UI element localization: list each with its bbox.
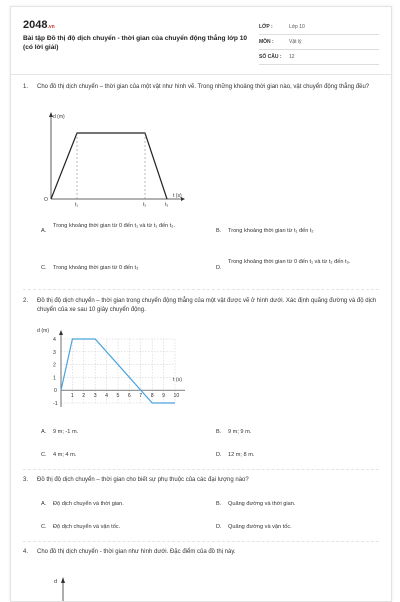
option-letter: D. <box>216 263 222 273</box>
question-text: Cho đồ thị dịch chuyển – thời gian của một vật như hình vẽ. Trong những khoảng thời gian nào, vật chuyển động thẳng đều? <box>37 83 377 92</box>
question-1 <box>23 83 379 103</box>
option-letter: A. <box>41 226 46 236</box>
q2-ylabel: d (m) <box>37 328 49 334</box>
option-letter: B. <box>216 427 221 437</box>
x-tick-label: 1 <box>71 393 74 399</box>
meta-key: LỚP : <box>259 24 289 30</box>
x-tick-label: 7 <box>139 393 142 399</box>
option-letter: B. <box>216 226 221 236</box>
meta-value: 12 <box>289 54 295 60</box>
meta-row-class <box>259 20 379 35</box>
question-number: 4. <box>23 548 28 557</box>
question-4 <box>23 548 379 558</box>
y-tick-label: 1 <box>53 375 56 381</box>
option-text: 4 m; 4 m. <box>53 450 188 460</box>
x-tick-label: 2 <box>82 393 85 399</box>
option-letter: A. <box>41 427 46 437</box>
question-number: 3. <box>23 476 28 485</box>
x-tick-label: 5 <box>117 393 120 399</box>
x-tick-label: 3 <box>94 393 97 399</box>
option-text: Trong khoảng thời gian từ t₁ đến t₂ <box>228 226 363 236</box>
site-logo[interactable] <box>23 19 55 31</box>
document-page <box>10 6 392 602</box>
option-text: Trong khoảng thời gian từ 0 đến t₁ và từ t₂ đến t₃. <box>228 257 363 267</box>
option-text: Quãng đường và thời gian. <box>228 499 363 509</box>
q2-xlabel: t (s) <box>173 377 182 383</box>
question-3 <box>23 476 379 486</box>
option-letter: D. <box>216 450 222 460</box>
option-letter: B. <box>216 499 221 509</box>
question-text: Đồ thị độ dịch chuyển – thời gian trong chuyển động thẳng của một vật được vẽ ở hình dưới. Xác định quãng đường và độ dịch chuyển của xe sau 10 giây chuyển động. <box>37 297 377 315</box>
question-number: 1. <box>23 83 28 92</box>
meta-value: Lớp 10 <box>289 24 305 30</box>
meta-row-count <box>259 50 379 65</box>
meta-key: SỐ CÂU : <box>259 54 289 60</box>
option-letter: D. <box>216 522 222 532</box>
q1-tick-t3: t₃ <box>165 202 168 208</box>
header-divider <box>11 74 391 75</box>
question-number: 2. <box>23 297 28 306</box>
question-text: Đồ thị độ dịch chuyển – thời gian cho biết sự phụ thuộc của các đại lượng nào? <box>37 476 377 485</box>
meta-value: Vật lý <box>289 39 302 45</box>
logo-suffix: .vn <box>47 24 54 30</box>
y-tick-label: 4 <box>53 337 56 343</box>
option-letter: C. <box>41 263 47 273</box>
q4-y-arrow <box>61 577 65 583</box>
y-tick-label: -1 <box>53 401 58 407</box>
x-tick-label: 8 <box>151 393 154 399</box>
option-text: 9 m; 9 m. <box>228 427 363 437</box>
q2-graph <box>35 325 195 410</box>
x-tick-label: 10 <box>174 393 180 399</box>
document-meta <box>259 20 379 65</box>
option-text: Quãng đường và vận tốc. <box>228 522 363 532</box>
x-tick-label: 4 <box>105 393 108 399</box>
option-text: 12 m; 8 m. <box>228 450 363 460</box>
option-letter: C. <box>41 450 47 460</box>
document-title: Bài tập Đồ thị độ dịch chuyển - thời gian của chuyển động thẳng lớp 10 (có lời giải) <box>23 34 253 52</box>
q2-origin: 0 <box>54 388 57 394</box>
q1-ylabel: d (m) <box>53 114 65 120</box>
meta-key: MÔN : <box>259 39 289 45</box>
question-separator <box>23 469 379 470</box>
option-text: Độ dịch chuyển và vận tốc. <box>53 522 188 532</box>
option-letter: A. <box>41 499 46 509</box>
option-text: Trong khoảng thời gian từ 0 đến t₁ và từ t₁ đến t₂. <box>53 221 188 231</box>
q4-graph <box>51 573 111 601</box>
q1-graph-line <box>51 133 167 199</box>
question-text: Cho đồ thị dịch chuyển - thời gian như hình dưới. Đặc điểm của đồ thị này. <box>37 548 377 557</box>
logo-main: 2048 <box>23 19 47 31</box>
q2-y-arrow <box>59 330 63 335</box>
q1-tick-t2: t₂ <box>143 202 146 208</box>
q1-origin: O <box>44 197 48 203</box>
option-letter: C. <box>41 522 47 532</box>
q2-yticks <box>53 337 58 407</box>
q4-ylabel: d <box>54 579 57 585</box>
y-tick-label: 3 <box>53 350 56 356</box>
x-tick-label: 9 <box>162 393 165 399</box>
q2-xticks <box>71 393 179 399</box>
q1-graph <box>39 109 189 209</box>
option-text: Trong khoảng thời gian từ 0 đến t₃ <box>53 263 188 273</box>
question-separator <box>23 289 379 290</box>
option-text: 9 m; -1 m. <box>53 427 188 437</box>
question-separator <box>23 541 379 542</box>
question-2 <box>23 297 379 317</box>
x-tick-label: 6 <box>128 393 131 399</box>
option-text: Độ dịch chuyển và thời gian. <box>53 499 188 509</box>
meta-row-subject <box>259 35 379 50</box>
q1-xlabel: t (s) <box>173 193 182 199</box>
q1-tick-t1: t₁ <box>75 202 78 208</box>
y-tick-label: 2 <box>53 363 56 369</box>
